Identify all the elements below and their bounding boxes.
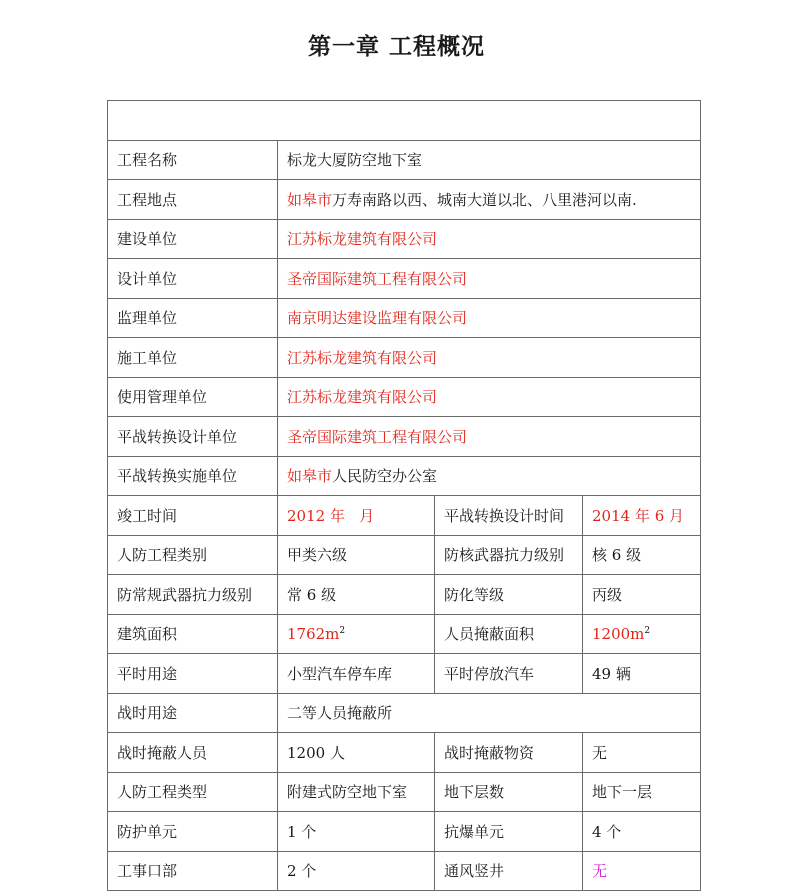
row-design-unit	[108, 259, 701, 299]
row-units	[108, 812, 701, 852]
label-parking-count: 平时停放汽车	[435, 654, 583, 694]
value-peacetime-use: 小型汽车停车库	[278, 654, 435, 694]
label-category: 人防工程类别	[108, 535, 278, 575]
label-peacetime-use: 平时用途	[108, 654, 278, 694]
location-detail: 万寿南路以西、城南大道以北、八里港河以南.	[332, 190, 637, 209]
row-supervision-unit	[108, 298, 701, 338]
label-completion: 竣工时间	[108, 496, 278, 536]
label-blast-units: 抗爆单元	[435, 812, 583, 852]
row-shelter	[108, 733, 701, 773]
label-protection-units: 防护单元	[108, 812, 278, 852]
location-city: 如皋市	[287, 190, 333, 209]
value-vent-shaft: 无	[583, 851, 701, 891]
shelter-area-number: 1200m	[592, 624, 645, 643]
value-nuclear-level: 核 6 级	[583, 535, 701, 575]
row-project-location	[108, 180, 701, 220]
value-entrances: 2 个	[278, 851, 435, 891]
value-completion: 2012 年 月	[278, 496, 435, 536]
value-conversion-design-unit: 圣帝国际建筑工程有限公司	[278, 417, 701, 457]
table-top-spacer	[108, 101, 701, 141]
label-conversion-design-time: 平战转换设计时间	[435, 496, 583, 536]
label-project-name: 工程名称	[108, 140, 278, 180]
value-parking-count: 49 辆	[583, 654, 701, 694]
value-builder-unit: 江苏标龙建筑有限公司	[278, 338, 701, 378]
label-project-type: 人防工程类型	[108, 772, 278, 812]
label-management-unit: 使用管理单位	[108, 377, 278, 417]
value-protection-units: 1 个	[278, 812, 435, 852]
label-floor-count: 地下层数	[435, 772, 583, 812]
label-design-unit: 设计单位	[108, 259, 278, 299]
label-project-location: 工程地点	[108, 180, 278, 220]
row-project-name	[108, 140, 701, 180]
row-management-unit	[108, 377, 701, 417]
value-building-area	[278, 614, 435, 654]
label-building-area: 建筑面积	[108, 614, 278, 654]
label-shelter-area: 人员掩蔽面积	[435, 614, 583, 654]
row-area	[108, 614, 701, 654]
label-conversion-design-unit: 平战转换设计单位	[108, 417, 278, 457]
value-project-location	[278, 180, 701, 220]
value-supervision-unit: 南京明达建设监理有限公司	[278, 298, 701, 338]
row-completion	[108, 496, 701, 536]
label-conversion-impl-unit: 平战转换实施单位	[108, 456, 278, 496]
value-project-type: 附建式防空地下室	[278, 772, 435, 812]
value-design-unit: 圣帝国际建筑工程有限公司	[278, 259, 701, 299]
label-nuclear-level: 防核武器抗力级别	[435, 535, 583, 575]
page-title: 第一章 工程概况	[307, 34, 485, 60]
value-blast-units: 4 个	[583, 812, 701, 852]
impl-city: 如皋市	[287, 467, 333, 486]
label-builder-unit: 施工单位	[108, 338, 278, 378]
row-construction-unit	[108, 219, 701, 259]
row-entrance	[108, 851, 701, 891]
label-wartime-use: 战时用途	[108, 693, 278, 733]
value-floor-count: 地下一层	[583, 772, 701, 812]
building-area-sup: 2	[339, 625, 346, 636]
value-management-unit: 江苏标龙建筑有限公司	[278, 377, 701, 417]
row-conversion-impl-unit	[108, 456, 701, 496]
label-supervision-unit: 监理单位	[108, 298, 278, 338]
impl-office: 人民防空办公室	[332, 467, 438, 486]
building-area-number: 1762m	[287, 624, 340, 643]
value-category: 甲类六级	[278, 535, 435, 575]
label-entrances: 工事口部	[108, 851, 278, 891]
row-category	[108, 535, 701, 575]
value-conversion-design-time: 2014 年 6 月	[583, 496, 701, 536]
value-shelter-people: 1200 人	[278, 733, 435, 773]
row-wartime	[108, 693, 701, 733]
label-shelter-people: 战时掩蔽人员	[108, 733, 278, 773]
row-conventional	[108, 575, 701, 615]
row-builder-unit	[108, 338, 701, 378]
value-shelter-goods: 无	[583, 733, 701, 773]
value-shelter-area	[583, 614, 701, 654]
label-chemical-level: 防化等级	[435, 575, 583, 615]
value-conventional-level: 常 6 级	[278, 575, 435, 615]
value-project-name: 标龙大厦防空地下室	[278, 140, 701, 180]
shelter-area-sup: 2	[644, 625, 651, 636]
value-construction-unit: 江苏标龙建筑有限公司	[278, 219, 701, 259]
value-conversion-impl-unit	[278, 456, 701, 496]
label-shelter-goods: 战时掩蔽物资	[435, 733, 583, 773]
value-chemical-level: 丙级	[583, 575, 701, 615]
label-construction-unit: 建设单位	[108, 219, 278, 259]
project-info-table	[107, 100, 701, 891]
row-type	[108, 772, 701, 812]
label-conventional-level: 防常规武器抗力级别	[108, 575, 278, 615]
value-wartime-use: 二等人员掩蔽所	[278, 693, 701, 733]
row-peacetime	[108, 654, 701, 694]
row-conversion-design-unit	[108, 417, 701, 457]
label-vent-shaft: 通风竖井	[435, 851, 583, 891]
